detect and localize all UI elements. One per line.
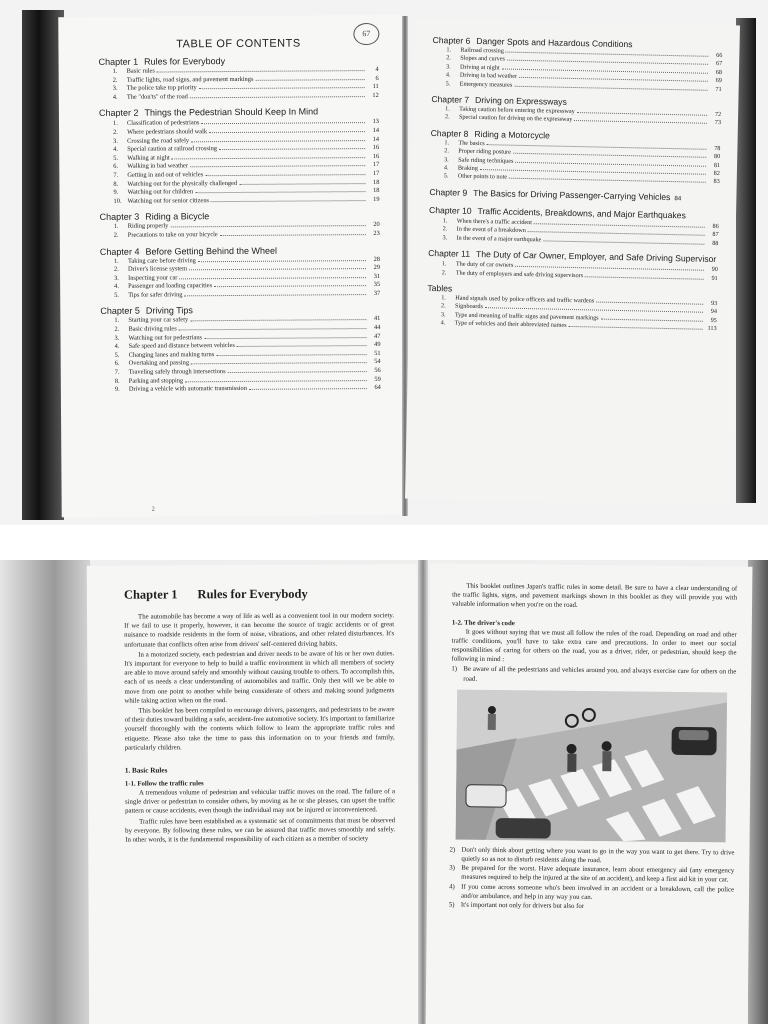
toc-item-page: 90 bbox=[711, 266, 718, 274]
intro-paragraph: The automobile has become a way of life as well as a convenient tool in our modern society. If we fail to use it properly, however, it can become the source of tragic accidents or of great nuisance to roadside residents in the form of noise, vibrations, and other related disturbances. It's unfortunate that conflicts often arise from drivers' self-centered driving habits. bbox=[124, 612, 395, 649]
toc-item-title: Taking caution before entering the expressway bbox=[459, 105, 575, 116]
toc-chapter-number: Chapter 2 bbox=[98, 108, 139, 119]
toc-item-page: 31 bbox=[373, 272, 381, 280]
toc-item-page: 6 bbox=[375, 74, 379, 82]
toc-item-list bbox=[100, 315, 381, 394]
toc-item-title: Precautions to take on your bicycle bbox=[127, 231, 218, 239]
toc-chapter-number: Chapter 6 bbox=[432, 35, 471, 46]
toc-item-page: 80 bbox=[713, 153, 721, 161]
toc-chapter-number: Chapter 7 bbox=[431, 94, 470, 105]
toc-item-title: Type and meaning of traffic signs and pavement markings bbox=[454, 311, 599, 322]
toc-item-page: 71 bbox=[715, 85, 722, 93]
toc-item-page: 28 bbox=[373, 255, 380, 263]
toc-item-title: Hand signals used by police officers and traffic wardens bbox=[455, 294, 595, 305]
toc-item-number: 5. bbox=[114, 351, 120, 359]
toc-item-list bbox=[432, 46, 723, 94]
toc-item-page: 69 bbox=[715, 77, 722, 85]
code-point: 5) It's important not only for drivers but also for bbox=[448, 901, 585, 911]
toc-item-page: 86 bbox=[712, 222, 719, 230]
toc-item-page: 78 bbox=[714, 144, 721, 152]
toc-leader-dots bbox=[185, 380, 367, 382]
toc-item-number: 2. bbox=[444, 147, 450, 155]
toc-item-number: 1. bbox=[441, 294, 446, 302]
toc-leader-dots bbox=[198, 260, 366, 262]
toc-item-page: 66 bbox=[716, 51, 723, 60]
toc-item-page: 113 bbox=[707, 324, 717, 333]
toc-item-page: 87 bbox=[712, 231, 719, 239]
toc-item-page: 64 bbox=[374, 384, 381, 392]
toc-item-page: 41 bbox=[373, 315, 381, 323]
toc-item-number: 1. bbox=[113, 257, 119, 265]
toc-item-title: Type of vehicles and their abbreviated names bbox=[454, 319, 567, 330]
toc-item-title: Other points to note bbox=[457, 173, 508, 182]
toc-item-page: 17 bbox=[372, 161, 380, 169]
toc-item-title: Railroad crossing bbox=[460, 46, 504, 55]
toc-item-title: Watching out for senior citizens bbox=[127, 196, 210, 205]
toc-item-page: 88 bbox=[712, 239, 719, 247]
toc-item-title: When there's a traffic accident bbox=[456, 217, 533, 227]
toc-item-number: 9. bbox=[113, 188, 119, 196]
toc-item-number: 4. bbox=[440, 319, 446, 327]
toc-item-title: Watching out for children bbox=[127, 188, 194, 196]
toc-leader-dots bbox=[205, 174, 365, 176]
subsection-heading-follow-rules: 1-1. Follow the traffic rules bbox=[124, 780, 204, 788]
booklet-intro-paragraph: This booklet outlines Japan's traffic rules in some detail. Be sure to have a clear understanding of the traffic lights, signs, and pavement markings shown in this booklet as they will provide you with valuable information when you're on the road. bbox=[452, 582, 738, 610]
toc-item-title: Watching out for pedestrians bbox=[128, 333, 203, 342]
toc-item-page: 56 bbox=[374, 366, 381, 375]
toc-item bbox=[100, 230, 380, 241]
intro-paragraph: This booklet has been compiled to encourage drivers, passengers, and pedestrians to be aware of their duties toward building a safe, accident-free automotive society. It's important to familiarize yourself thoroughly with the contents which follow to learn the appropriate traffic rules and etiquette. Please also take the time to pass this information on to your friends and family, particularly children. bbox=[124, 706, 395, 752]
toc-item-title: Passenger and loading capacities bbox=[128, 282, 213, 291]
toc-item-page: 14 bbox=[372, 135, 380, 143]
toc-item-number: 10. bbox=[113, 197, 122, 205]
toc-item-list bbox=[430, 139, 721, 187]
toc-leader-dots bbox=[189, 268, 366, 270]
toc-item-number: 5. bbox=[113, 154, 119, 162]
toc-item-page: 59 bbox=[374, 375, 381, 383]
chapter-heading bbox=[124, 586, 394, 602]
code-point: 2) Don't only think about getting where you want to go in the way you want to get there. Try to drive quietly so as not to disturb residents along the road. bbox=[449, 846, 735, 865]
toc-item-list bbox=[99, 66, 379, 102]
toc-item-list bbox=[427, 294, 718, 334]
chapter1-right-content bbox=[449, 582, 737, 913]
toc-item-page: 91 bbox=[711, 274, 718, 282]
toc-item-page: 23 bbox=[373, 229, 380, 237]
toc-item-number: 4. bbox=[112, 93, 118, 101]
toc-item-title: Riding properly bbox=[127, 222, 169, 231]
toc-chapter-title: Driving Tips bbox=[145, 305, 193, 317]
toc-chapter-title: The Basics for Driving Passenger-Carrying Vehicles bbox=[473, 187, 671, 202]
book-edge-left bbox=[22, 10, 64, 520]
toc-item-page: 67 bbox=[715, 60, 723, 68]
toc-item-list bbox=[428, 217, 718, 248]
toc-leader-dots bbox=[509, 178, 706, 183]
toc-chapter-number: Chapter 4 bbox=[99, 246, 140, 257]
toc-item-title: Basic rules bbox=[126, 67, 155, 75]
toc-item-number: 4. bbox=[445, 71, 451, 79]
toc-item-number: 1. bbox=[444, 139, 450, 147]
toc-item-number: 1. bbox=[441, 260, 447, 268]
toc-item-title: Crossing the road safely bbox=[127, 136, 190, 145]
toc-item-page: 14 bbox=[372, 126, 380, 134]
subsection-heading-drivers-code: 1-2. The driver's code bbox=[451, 619, 515, 627]
toc-leader-dots bbox=[585, 276, 704, 279]
toc-item-title: Driving in bad weather bbox=[459, 71, 518, 81]
toc-item-page: 95 bbox=[710, 316, 717, 324]
toc-item-number: 3. bbox=[442, 233, 448, 242]
toc-item-title: Slopes and curves bbox=[460, 55, 505, 63]
toc-chapter-number: Chapter 8 bbox=[430, 127, 469, 139]
toc-item bbox=[100, 196, 380, 207]
toc-chapter-heading bbox=[99, 55, 379, 67]
toc-item-number: 2. bbox=[446, 54, 451, 62]
toc-item-title: Walking at night bbox=[127, 154, 170, 162]
toc-item-number: 3. bbox=[113, 137, 118, 145]
toc-item-title: Special caution for driving on the expressway bbox=[458, 114, 573, 124]
toc-leader-dots bbox=[179, 328, 367, 330]
toc-leader-dots bbox=[255, 79, 364, 81]
toc-item-page: 44 bbox=[374, 324, 381, 332]
toc-item-title: The police take top priority bbox=[126, 84, 197, 92]
toc-chapter-title: The Duty of Car Owner, Employer, and Safe Driving Supervisor bbox=[475, 249, 717, 265]
toc-item-number: 3. bbox=[440, 310, 446, 319]
toc-item-number: 5. bbox=[114, 291, 120, 299]
toc-leader-dots bbox=[191, 363, 367, 365]
toc-left-content bbox=[98, 23, 381, 395]
toc-item-page: 18 bbox=[373, 187, 380, 195]
toc-leader-dots bbox=[601, 318, 703, 321]
toc-leader-dots bbox=[216, 354, 366, 356]
toc-item-page: 16 bbox=[372, 144, 380, 152]
chapter1-left-page bbox=[87, 564, 419, 1024]
toc-item bbox=[99, 92, 379, 103]
toc-leader-dots bbox=[179, 277, 366, 279]
toc-left-page bbox=[58, 15, 406, 517]
toc-item-title: Inspecting your car bbox=[128, 274, 178, 282]
toc-item-page: 83 bbox=[713, 178, 720, 186]
toc-item-page: 13 bbox=[372, 118, 380, 126]
toc-item-page: 54 bbox=[374, 358, 381, 366]
toc-leader-dots bbox=[190, 320, 366, 322]
toc-chapter-heading bbox=[100, 304, 380, 316]
toc-item-number: 8. bbox=[113, 180, 119, 188]
toc-item-title: Emergency measures bbox=[459, 80, 513, 89]
code-point: 3) Be prepared for the worst. Have adequate insurance, learn about emergency aid (any emergency measures required to help the injured at the site of an accident), and keep a first aid kit in your car. bbox=[449, 864, 735, 884]
toc-leader-dots bbox=[191, 140, 365, 142]
toc-leader-dots bbox=[214, 285, 366, 287]
toc-chapter-title: Riding a Bicycle bbox=[145, 211, 210, 222]
toc-item-list bbox=[99, 118, 380, 206]
body-paragraph: Traffic rules have been established as a systematic set of commitments that must be observed by everyone. By following these rules, we can be assured that traffic moves smoothly and safely. In other words, it is the fundamental responsibility of each citizen as a member of society bbox=[125, 816, 396, 844]
toc-leader-dots bbox=[204, 337, 367, 339]
toc-leader-dots bbox=[209, 131, 365, 133]
toc-item-title: In the event of a major earthquake bbox=[456, 234, 542, 244]
toc-leader-dots bbox=[514, 85, 707, 90]
toc-item-title: In the event of a breakdown bbox=[456, 225, 526, 235]
toc-item-number: 7. bbox=[113, 171, 119, 179]
toc-item-title: Changing lanes and making turns bbox=[128, 350, 215, 359]
toc-item-number: 2. bbox=[114, 325, 120, 333]
toc-leader-dots bbox=[170, 225, 365, 227]
chapter-spread bbox=[0, 560, 768, 1024]
toc-leader-dots bbox=[239, 183, 365, 185]
chapter-title: Rules for Everybody bbox=[197, 586, 308, 602]
toc-chapter-number: Chapter 3 bbox=[99, 211, 140, 223]
toc-leader-dots bbox=[199, 87, 365, 89]
toc-item-page: 29 bbox=[373, 264, 381, 272]
toc-chapter-heading bbox=[100, 244, 380, 256]
toc-item-number: 2. bbox=[112, 76, 118, 84]
toc-leader-dots bbox=[219, 148, 365, 150]
toc-item-number: 2. bbox=[113, 265, 119, 273]
toc-item-title: The "don'ts" of the road bbox=[126, 93, 188, 101]
toc-chapter-number: Chapter 11 bbox=[428, 248, 471, 259]
toc-item-number: 6. bbox=[113, 163, 119, 171]
code-point: 1) Be aware of all the pedestrians and vehicles around you, and always exercise care for others on the road. bbox=[451, 665, 737, 683]
toc-leader-dots bbox=[534, 223, 705, 228]
toc-item-page: 37 bbox=[373, 289, 381, 297]
toc-right-page bbox=[405, 19, 740, 506]
toc-item-title: Safe riding techniques bbox=[458, 156, 514, 165]
toc-item-number: 6. bbox=[114, 360, 120, 368]
toc-leader-dots bbox=[228, 371, 367, 373]
toc-chapter-title: Riding a Motorcycle bbox=[474, 128, 550, 141]
chapter1-right-page bbox=[426, 563, 753, 1024]
toc-item-page: 94 bbox=[710, 308, 718, 316]
toc-item-title: Where pedestrians should walk bbox=[127, 128, 208, 136]
chapter-number: Chapter 1 bbox=[123, 587, 178, 602]
toc-chapter-title: Danger Spots and Hazardous Conditions bbox=[476, 35, 633, 50]
toc-leader-dots bbox=[211, 200, 366, 202]
toc-item-title: Getting in and out of vehicles bbox=[127, 171, 204, 179]
toc-item-number: 5. bbox=[445, 79, 451, 88]
toc-item-title: Taking care before driving bbox=[127, 256, 196, 265]
toc-item-list bbox=[100, 255, 380, 300]
toc-chapter-number: Chapter 1 bbox=[98, 56, 139, 67]
toc-item-title: Classification of pedestrians bbox=[126, 119, 200, 128]
toc-item-number: 8. bbox=[114, 377, 120, 385]
toc-item-page: 11 bbox=[372, 83, 379, 91]
toc-item-title: Proper riding posture bbox=[458, 147, 511, 156]
toc-item-page: 35 bbox=[373, 281, 381, 289]
toc-item-page: 12 bbox=[372, 91, 379, 99]
page-number: 2 bbox=[151, 506, 155, 513]
toc-item-page: 47 bbox=[374, 332, 381, 340]
toc-item-page: 81 bbox=[713, 161, 721, 169]
toc-item-page: 68 bbox=[715, 68, 723, 76]
toc-chapter-title: Things the Pedestrian Should Keep In Mind bbox=[144, 106, 319, 118]
toc-item-title: Braking bbox=[457, 164, 478, 173]
toc-leader-dots bbox=[157, 70, 365, 72]
toc-leader-dots bbox=[172, 157, 366, 159]
intro-paragraph: In a motorized society, each pedestrian and driver needs to be aware of his or her own duties. It's important for everyone to help to build a traffic environment in which all members of society are able to move around safely and smoothly without causing trouble to others. To accomplish this, each of us needs a clear understanding of automobiles and traffic. Only then will we be able to move from one point to another while being considerate of others and making sound judgments while taking action when on the road. bbox=[124, 650, 395, 705]
toc-item-number: 3. bbox=[444, 155, 449, 164]
toc-leader-dots bbox=[220, 234, 366, 236]
toc-item-page: 51 bbox=[374, 349, 381, 357]
toc-leader-dots bbox=[195, 191, 365, 193]
toc-item-number: 1. bbox=[442, 217, 448, 225]
toc-item-number: 7. bbox=[114, 368, 120, 376]
toc-item-title: The basics bbox=[458, 139, 485, 147]
toc-item-page: 16 bbox=[372, 152, 380, 160]
toc-item-title: Basic driving rules bbox=[128, 325, 177, 333]
toc-item-number: 3. bbox=[114, 334, 120, 342]
toc-item-title: Special caution at railroad crossing bbox=[127, 145, 218, 153]
body-paragraph: A tremendous volume of pedestrian and vehicular traffic moves on the road. The failure of a single driver or pedestrian to consider others, by moving as he or she pleases, can upset the traffic pattern or cause accidents, even though the individual may not be injured or inconvenienced. bbox=[124, 788, 396, 816]
toc-item-number: 3. bbox=[114, 274, 119, 282]
toc-item-number: 3. bbox=[445, 63, 451, 71]
toc-chapter-heading bbox=[99, 106, 379, 119]
toc-chapter-title: Before Getting Behind the Wheel bbox=[145, 245, 278, 257]
toc-item-number: 4. bbox=[114, 343, 120, 351]
toc-leader-dots bbox=[237, 345, 367, 347]
toc-chapter-heading bbox=[100, 210, 380, 222]
toc-title: TABLE OF CONTENTS bbox=[176, 37, 301, 51]
toc-leader-dots bbox=[190, 165, 365, 167]
toc-item-title: Parking and stopping bbox=[128, 376, 184, 385]
toc-item-title: The duty of car owners bbox=[455, 260, 514, 269]
toc-item-number: 5. bbox=[443, 172, 449, 180]
toc-item-page: 93 bbox=[710, 299, 718, 307]
toc-chapter-title: Rules for Everybody bbox=[144, 56, 226, 67]
toc-item-page: 82 bbox=[713, 170, 720, 178]
chapter1-left-content bbox=[124, 586, 395, 846]
toc-item-page: 19 bbox=[373, 195, 380, 203]
toc-leader-dots bbox=[201, 122, 365, 124]
toc-leader-dots bbox=[574, 120, 707, 124]
toc-item-title: Starting your car safety bbox=[128, 316, 189, 325]
toc-item-number: 1. bbox=[112, 120, 118, 128]
toc-item-page: 20 bbox=[373, 221, 380, 229]
section-heading-basic-rules: 1. Basic Rules bbox=[124, 766, 168, 775]
toc-item-number: 4. bbox=[443, 164, 449, 172]
toc-item-number: 2. bbox=[444, 113, 450, 121]
toc-leader-dots bbox=[543, 240, 704, 244]
toc-chapter-title: Traffic Accidents, Breakdowns, and Major Earthquakes bbox=[477, 205, 686, 221]
toc-item-page: 17 bbox=[372, 169, 380, 177]
toc-item-number: 2. bbox=[440, 302, 446, 310]
toc-item-title: Signboards bbox=[454, 302, 483, 311]
toc-item-list bbox=[100, 221, 380, 240]
toc-item-title: Traffic lights, road signs, and pavement markings bbox=[126, 75, 254, 84]
toc-item-page: 18 bbox=[373, 178, 380, 186]
toc-item-page: 4 bbox=[375, 65, 379, 73]
book-edge-left bbox=[0, 560, 90, 1024]
toc-chapter-number: Chapter 9 bbox=[429, 186, 468, 198]
toc-item-number: 2. bbox=[113, 128, 118, 136]
toc-item-number: 1. bbox=[113, 223, 119, 231]
toc-chapter-number: Chapter 10 bbox=[428, 204, 472, 216]
toc-item-title: The duty of employers and safe driving supervisors bbox=[455, 269, 584, 279]
toc-item-number: 2. bbox=[442, 225, 448, 233]
toc-item-page: 49 bbox=[374, 341, 381, 349]
toc-leader-dots bbox=[577, 112, 707, 116]
toc-item-number: 9. bbox=[114, 386, 120, 394]
toc-item-page: 72 bbox=[714, 110, 722, 119]
toc-leader-dots bbox=[184, 294, 366, 296]
toc-chapter-heading bbox=[429, 187, 719, 205]
toc-leader-dots bbox=[190, 96, 365, 98]
toc-item-number: 3. bbox=[112, 84, 118, 93]
toc-chapter-title: Driving on Expressways bbox=[475, 94, 567, 107]
toc-item bbox=[100, 290, 380, 301]
toc-item-title: Driving at night bbox=[459, 63, 500, 72]
toc-chapter-number: Tables bbox=[427, 282, 453, 294]
code-point: 4) If you come across someone who's been involved in an accident or a breakdown, call the police and/or ambulance, and help in any way you can. bbox=[449, 883, 735, 901]
toc-item-title: Walking in bad weather bbox=[127, 162, 189, 171]
page-stamp: 67 bbox=[353, 23, 379, 45]
toc-leader-dots bbox=[569, 326, 703, 330]
toc-chapter-page: 84 bbox=[674, 194, 682, 203]
book-edge-right bbox=[736, 18, 756, 503]
toc-right-content bbox=[427, 29, 723, 334]
toc-item-title: Driver's license system bbox=[127, 265, 188, 273]
toc-item-number: 1. bbox=[112, 67, 118, 75]
toc-item-title: Safe speed and distance between vehicles bbox=[128, 342, 235, 350]
toc-item-title: Traveling safely through intersections bbox=[128, 368, 226, 376]
toc-item bbox=[101, 384, 381, 395]
toc-chapter-number: Chapter 5 bbox=[100, 306, 140, 317]
toc-item-number: 4. bbox=[114, 283, 119, 291]
body-paragraph: It goes without saying that we must all follow the rules of the road. Depending on road and other traffic conditions, you'll have to take extra care and precautions. In order to meet our social responsibilities of caring for others on the road, you as a driver, rider, or pedestrian, should keep the following in mind : bbox=[451, 628, 737, 664]
toc-item-title: Overtaking and passing bbox=[128, 359, 190, 368]
toc-item-title: Tips for safer driving bbox=[128, 291, 183, 299]
toc-item-number: 2. bbox=[441, 268, 447, 276]
toc-item-title: Driving a vehicle with automatic transmission bbox=[128, 385, 247, 393]
toc-item-number: 2. bbox=[113, 231, 119, 239]
toc-item-number: 1. bbox=[445, 105, 450, 113]
toc-item-number: 1. bbox=[114, 317, 120, 325]
toc-item-number: 4. bbox=[113, 145, 119, 153]
crosswalk-illustration bbox=[456, 689, 728, 842]
toc-item-page: 73 bbox=[714, 119, 722, 127]
toc-leader-dots bbox=[596, 301, 703, 304]
toc-item-number: 1. bbox=[446, 46, 452, 54]
toc-item-title: Watching out for the physically challenged bbox=[127, 179, 238, 188]
crosswalk-illustration-graphic bbox=[456, 689, 728, 842]
toc-leader-dots bbox=[249, 388, 367, 390]
